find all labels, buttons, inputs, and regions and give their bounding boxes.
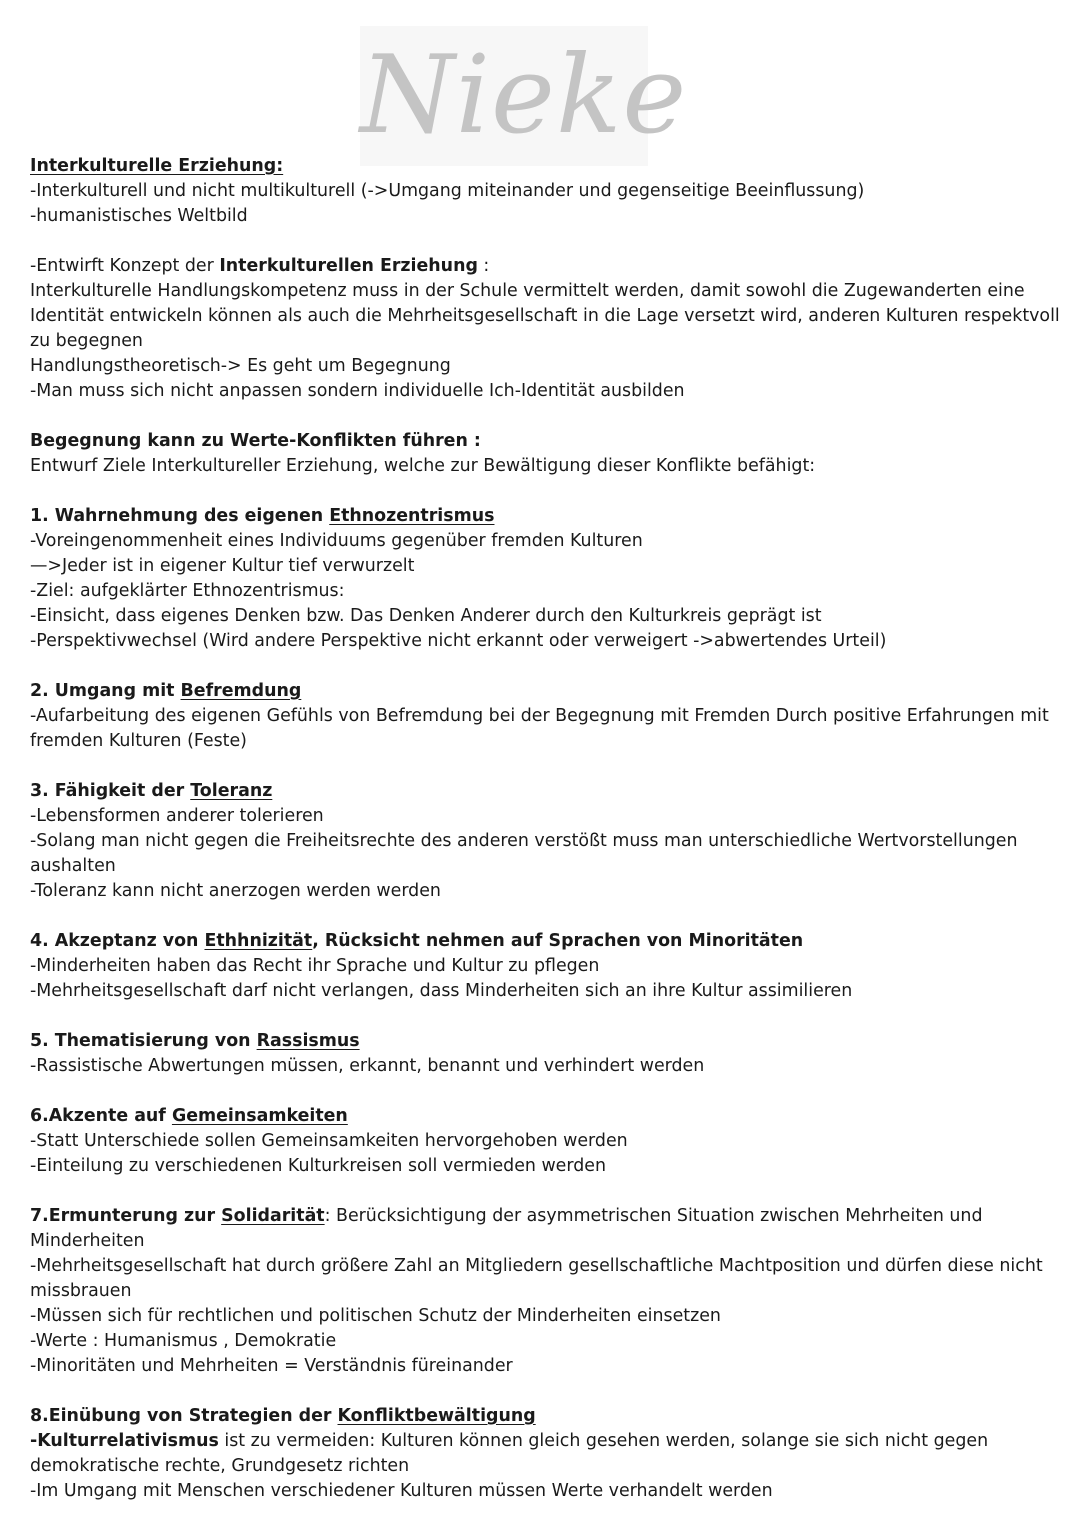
section-2-line: -Aufarbeitung des eigenen Gefühls von Befremdung bei der Begegnung mit Fremden Durch positive Erfahrungen mit fremden Kulturen (Feste) [30, 706, 1049, 751]
section-1-line: —>Jeder ist in eigener Kultur tief verwurzelt [30, 556, 415, 576]
section-1-line: -Perspektivwechsel (Wird andere Perspektive nicht erkannt oder verweigert ->abwertendes Urteil) [30, 631, 887, 651]
section-3-line: -Lebensformen anderer tolerieren [30, 806, 324, 826]
begegnung-heading: Begegnung kann zu Werte-Konflikten führen : [30, 431, 481, 451]
document-body [30, 154, 1060, 1504]
begegnung-line: Entwurf Ziele Interkultureller Erziehung, welche zur Bewältigung dieser Konflikte befähigt: [30, 456, 816, 476]
section-1-title: 1. Wahrnehmung des eigenen Ethnozentrismus [30, 506, 495, 526]
logo-watermark [360, 26, 688, 166]
section-7-line: -Werte : Humanismus , Demokratie [30, 1331, 337, 1351]
section-5-line: -Rassistische Abwertungen müssen, erkannt, benannt und verhindert werden [30, 1056, 705, 1076]
section-1-line: -Ziel: aufgeklärter Ethnozentrismus: [30, 581, 345, 601]
section-4-line: -Minderheiten haben das Recht ihr Sprache und Kultur zu pflegen [30, 956, 600, 976]
section-3-title: 3. Fähigkeit der Toleranz [30, 781, 273, 801]
logo-text: Nieke [360, 33, 688, 158]
section-6-line: -Statt Unterschiede sollen Gemeinsamkeiten hervorgehoben werden [30, 1131, 628, 1151]
section-1-line: -Voreingenommenheit eines Individuums gegenüber fremden Kulturen [30, 531, 643, 551]
section-4-title: 4. Akzeptanz von Ethhnizität, Rücksicht nehmen auf Sprachen von Minoritäten [30, 931, 804, 951]
section-3-line: -Solang man nicht gegen die Freiheitsrechte des anderen verstößt muss man unterschiedliche Wertvorstellungen aushalten [30, 831, 1018, 876]
section-6-line: -Einteilung zu verschiedenen Kulturkreisen soll vermieden werden [30, 1156, 606, 1176]
section-8-line: -Im Umgang mit Menschen verschiedener Kulturen müssen Werte verhandelt werden [30, 1481, 773, 1501]
section-6-title: 6.Akzente auf Gemeinsamkeiten [30, 1106, 348, 1126]
intro-line: -Interkulturell und nicht multikulturell (->Umgang miteinander und gegenseitige Beeinflussung) [30, 181, 865, 201]
intro-line: -Man muss sich nicht anpassen sondern individuelle Ich-Identität ausbilden [30, 381, 685, 401]
concept-line: -Entwirft Konzept der Interkulturellen Erziehung : [30, 256, 490, 276]
section-7-line: -Mehrheitsgesellschaft hat durch größere Zahl an Mitgliedern gesellschaftliche Machtposition und dürfen diese nicht missbrauen [30, 1256, 1043, 1301]
section-4-line: -Mehrheitsgesellschaft darf nicht verlangen, dass Minderheiten sich an ihre Kultur assimilieren [30, 981, 853, 1001]
intro-line: -humanistisches Weltbild [30, 206, 248, 226]
section-7-title: 7.Ermunterung zur Solidarität: Berücksichtigung der asymmetrischen Situation zwischen Mehrheiten und Minderheiten [30, 1206, 983, 1251]
section-5-title: 5. Thematisierung von Rassismus [30, 1031, 360, 1051]
section-2-title: 2. Umgang mit Befremdung [30, 681, 302, 701]
section-7-line: -Müssen sich für rechtlichen und politischen Schutz der Minderheiten einsetzen [30, 1306, 721, 1326]
intro-line: Handlungstheoretisch-> Es geht um Begegnung [30, 356, 451, 376]
section-8-line: -Kulturrelativismus ist zu vermeiden: Kulturen können gleich gesehen werden, solange sie sich nicht gegen demokratische rechte, Grundgesetz richten [30, 1431, 989, 1476]
section-8-title: 8.Einübung von Strategien der Konfliktbewältigung [30, 1406, 536, 1426]
section-3-line: -Toleranz kann nicht anerzogen werden werden [30, 881, 441, 901]
intro-heading: Interkulturelle Erziehung: [30, 156, 284, 176]
section-1-line: -Einsicht, dass eigenes Denken bzw. Das Denken Anderer durch den Kulturkreis geprägt ist [30, 606, 822, 626]
concept-paragraph: Interkulturelle Handlungskompetenz muss in der Schule vermittelt werden, damit sowohl die Zugewanderten eine Identität entwickeln können als auch die Mehrheitsgesellschaft in die Lage versetzt wird, anderen Kulturen respektvoll zu begegnen [30, 281, 1060, 351]
section-7-line: -Minoritäten und Mehrheiten = Verständnis füreinander [30, 1356, 513, 1376]
